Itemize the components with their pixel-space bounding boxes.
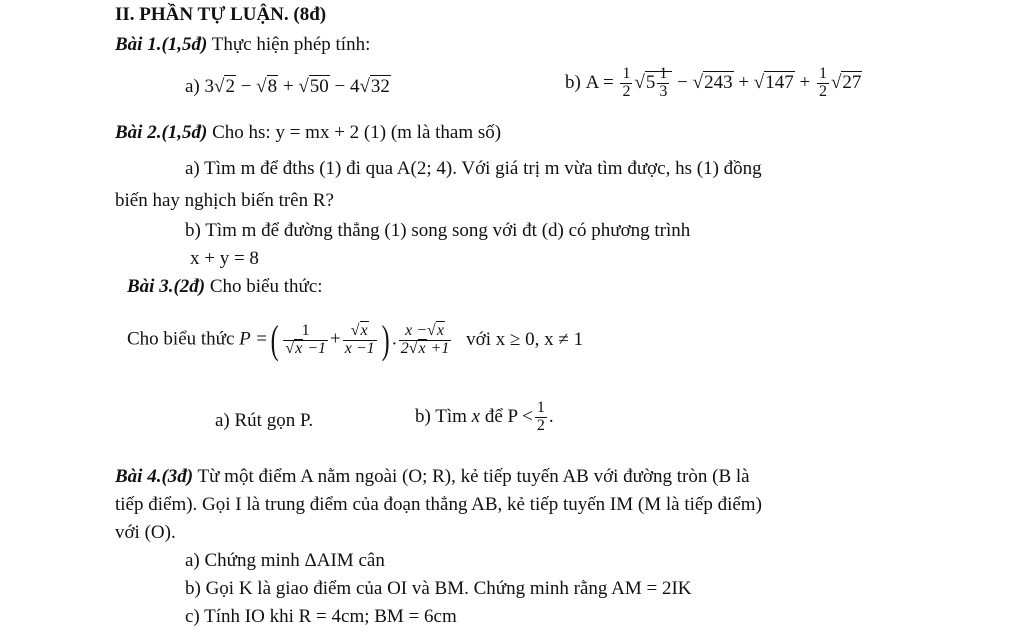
bai4-a: a) Chứng minh ΔAIM cân <box>185 550 385 571</box>
bai4-b: b) Gọi K là giao điểm của OI và BM. Chứng minh rằng AM = 2IK <box>185 578 692 599</box>
bai2-heading <box>115 122 501 145</box>
bai4-line2: tiếp điểm). Gọi I là trung điểm của đoạn thẳng AB, kẻ tiếp tuyến IM (M là tiếp điểm) <box>115 494 762 515</box>
bai2-b-line2: x + y = 8 <box>190 248 259 269</box>
bai3-b: b) Tìm x để P < $\frac{1}{2}$ . <box>415 399 554 434</box>
bai1-text: Thực hiện phép tính: <box>211 34 371 55</box>
bai3-heading <box>127 276 323 299</box>
bai1-b-label: b) <box>565 71 581 93</box>
bai1-a-expr: 3√2 − √8 + √50 − 4√32 <box>204 76 390 97</box>
bai1-b <box>565 66 862 101</box>
bai2-label: Bài 2.(1,5đ) <box>115 122 208 143</box>
bai4-label: Bài 4.(3đ) <box>115 466 194 487</box>
bai1-label: Bài 1.(1,5đ) <box>115 34 208 55</box>
bai1-b-expr: A = $\frac{1}{2}$ √5 $\frac{1}{3}$ − √243 + √147 + $\frac{1}{2}$ √27 <box>585 65 862 100</box>
bai3-label: Bài 3.(2đ) <box>127 276 206 297</box>
bai1-a <box>185 76 391 99</box>
bai3-condition: với x ≥ 0, x ≠ 1 <box>466 328 584 350</box>
bai4-line1-text: Từ một điểm A nằm ngoài (O; R), kẻ tiếp tuyến AB với đường tròn (B là <box>197 466 750 487</box>
bai3-a: a) Rút gọn P. <box>215 410 314 431</box>
bai2-a-line1: a) Tìm m để đths (1) đi qua A(2; 4). Với giá trị m vừa tìm được, hs (1) đồng <box>185 158 762 179</box>
bai4-line1 <box>115 466 750 489</box>
bai2-text: Cho hs: y = mx + 2 (1) (m là tham số) <box>212 122 502 143</box>
section-title: II. PHẦN TỰ LUẬN. (8đ) <box>115 4 327 25</box>
bai3-expression: Cho biểu thức P =( $\frac{1}{√x -1}$ + $\frac{√x}{x -1}$ ) . $\frac{x -√x}{2√x +1}$ với x ≥ 0, x ≠ 1 <box>127 317 584 362</box>
bai4-line3: với (O). <box>115 522 176 543</box>
bai2-a-line2: biến hay nghịch biến trên R? <box>115 190 334 211</box>
bai3-expr-intro: Cho biểu thức <box>127 328 235 350</box>
bai2-b-line1: b) Tìm m để đường thẳng (1) song song với đt (d) có phương trình <box>185 220 691 241</box>
bai3-text: Cho biểu thức: <box>209 276 323 297</box>
bai1-heading <box>115 34 370 57</box>
bai1-a-label: a) <box>185 76 200 97</box>
bai4-c: c) Tính IO khi R = 4cm; BM = 6cm <box>185 606 457 627</box>
